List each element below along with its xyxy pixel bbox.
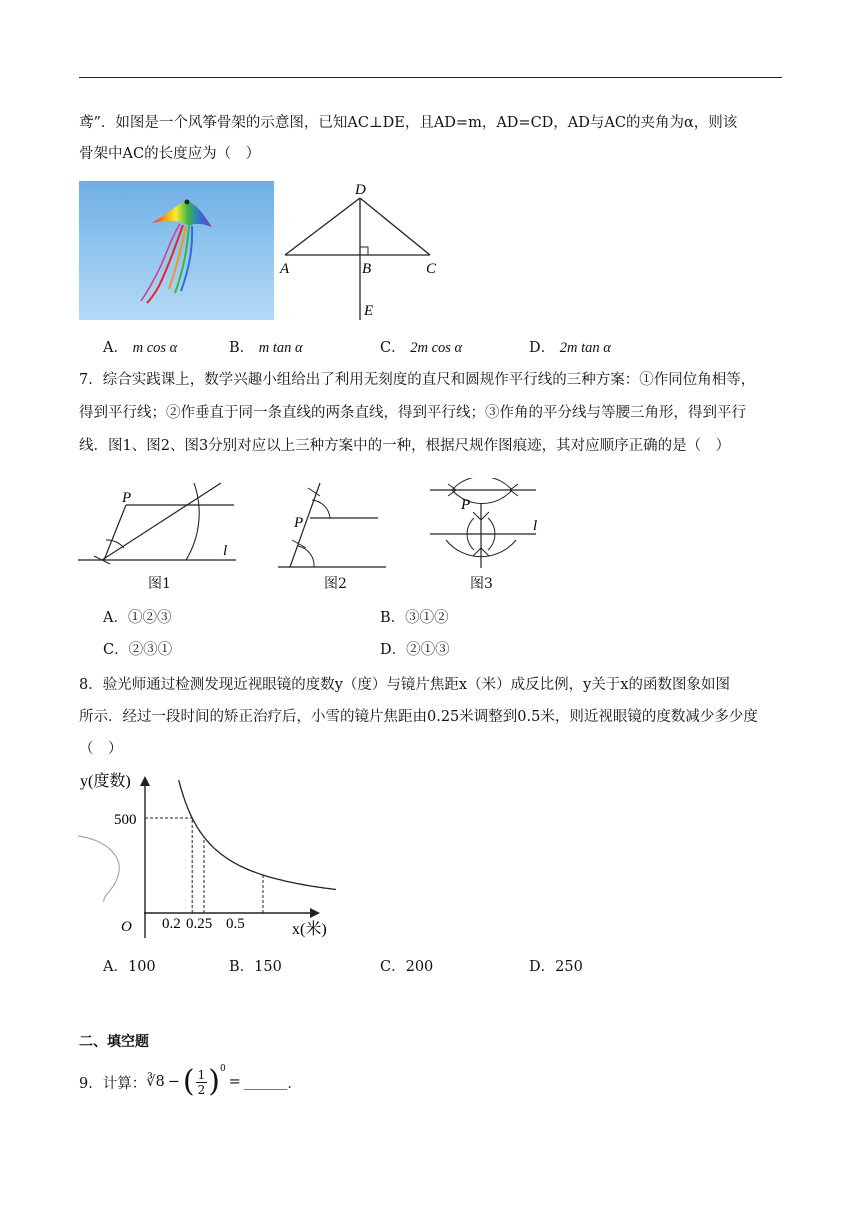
q9-exponent: 0 xyxy=(219,1064,226,1074)
kite-frame-diagram xyxy=(276,180,446,325)
label-A: A xyxy=(280,261,290,277)
q8-option-d: D．250 xyxy=(529,959,583,975)
q9-end: ． xyxy=(287,1075,302,1092)
q7-option-c: C．②③① xyxy=(103,642,173,658)
q9-equals: = xyxy=(228,1074,241,1090)
origin-label: O xyxy=(121,919,132,935)
label-E: E xyxy=(364,303,374,319)
q7-option-a: A．①②③ xyxy=(103,610,172,626)
q8-option-b: B．150 xyxy=(229,959,282,975)
figure-2 xyxy=(274,478,389,573)
label-B: B xyxy=(362,261,372,277)
header-rule xyxy=(79,77,782,78)
x-axis-label: x(米) xyxy=(292,921,327,938)
fig1-label-P: P xyxy=(122,490,132,506)
y-tick-500: 500 xyxy=(114,812,137,828)
inverse-proportion-graph xyxy=(76,768,336,943)
q9-answer-blank[interactable]: ______ xyxy=(243,1074,288,1090)
q9-line xyxy=(79,1062,302,1102)
q8-line-3: （ ） xyxy=(79,741,123,757)
q9-cube-root: ∛8 xyxy=(146,1074,165,1090)
q6-line-1: 鸢”．如图是一个风筝骨架的示意图，已知AC⊥DE，且AD=m，AD=CD，AD与AC的夹角为α，则该 xyxy=(79,115,738,131)
y-axis-arrow xyxy=(140,776,150,786)
kite-photo xyxy=(79,181,274,320)
q8-option-a: A．100 xyxy=(103,959,156,975)
x-tick-0-2: 0.2 xyxy=(162,916,181,932)
q8-line-2: 所示．经过一段时间的矫正治疗后，小雪的镜片焦距由0.25米调整到0.5米，则近视眼镜的度数减少多少度 xyxy=(79,709,758,725)
x-axis-arrow xyxy=(310,908,320,918)
q7-line-1: 7．综合实践课上，数学兴趣小组给出了利用无刻度的直尺和圆规作平行线的三种方案：①作同位角相等， xyxy=(79,372,756,388)
fig3-label-l: l xyxy=(533,518,538,534)
q6-line-2: 骨架中AC的长度应为（ ） xyxy=(79,146,261,162)
x-tick-0-5: 0.5 xyxy=(226,916,245,932)
figure-3-caption: 图3 xyxy=(470,576,493,592)
q9-minus: − xyxy=(167,1074,180,1090)
q6-option-d: D． 2m tan α xyxy=(529,340,611,356)
section-title: 二、填空题 xyxy=(79,1034,149,1050)
q6-option-c: C． 2m cos α xyxy=(380,340,463,356)
fig3-label-P: P xyxy=(461,497,471,513)
label-D: D xyxy=(355,182,366,198)
figure-1-caption: 图1 xyxy=(148,576,171,592)
q9-numerator: 1 xyxy=(197,1067,206,1082)
q7-line-2: 得到平行线；②作垂直于同一条直线的两条直线，得到平行线；③作角的平分线与等腰三角形，得到平行 xyxy=(79,405,746,421)
q9-left-paren: ( xyxy=(182,1064,195,1099)
q9-denominator: 2 xyxy=(197,1082,206,1097)
q6-option-b: B． m tan α xyxy=(229,340,303,356)
function-curve xyxy=(179,780,336,893)
figure-1 xyxy=(76,478,244,573)
figure-2-caption: 图2 xyxy=(324,576,347,592)
q9-fraction xyxy=(196,1068,208,1097)
margin-scribble xyxy=(78,836,119,902)
label-C: C xyxy=(426,261,437,277)
fig1-label-l: l xyxy=(223,543,228,559)
kite-illustration xyxy=(79,181,274,320)
q7-line-3: 线．图1、图2、图3分别对应以上三种方案中的一种，根据尺规作图痕迹，其对应顺序正确的是（ ） xyxy=(79,438,731,454)
q9-prefix: 9．计算： xyxy=(79,1075,147,1092)
q8-line-1: 8．验光师通过检测发现近视眼镜的度数y（度）与镜片焦距x（米）成反比例，y关于x的函数图象如图 xyxy=(79,677,730,693)
q9-right-paren: ) xyxy=(208,1064,220,1099)
q8-option-c: C．200 xyxy=(380,959,434,975)
q7-option-d: D．②①③ xyxy=(380,642,450,658)
x-tick-0-25: 0.25 xyxy=(186,916,213,932)
q6-option-a: A． m cos α xyxy=(103,340,178,356)
fig2-label-P: P xyxy=(294,515,304,531)
y-axis-label: y(度数) xyxy=(80,773,131,790)
figure-3 xyxy=(428,478,558,573)
q7-option-b: B．③①② xyxy=(380,610,449,626)
